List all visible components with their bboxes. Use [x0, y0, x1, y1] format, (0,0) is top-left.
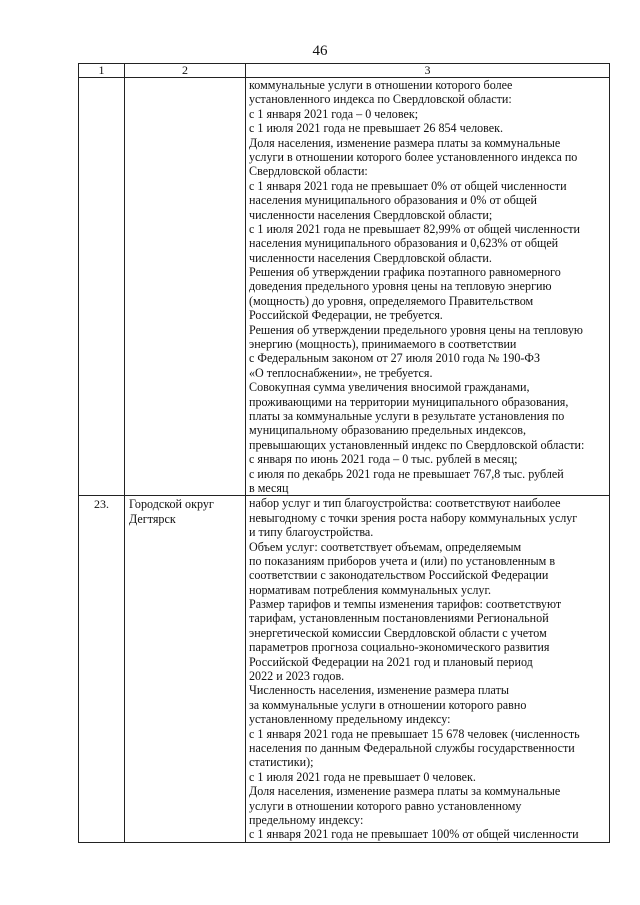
text-line: Решения об утверждении предельного уровня цены на тепловую	[249, 322, 583, 337]
row-name-cell	[125, 496, 246, 842]
row-number-cell	[79, 78, 125, 496]
text-line: невыгодному с точки зрения роста набору коммунальных услуг	[249, 510, 578, 525]
text-line: с 1 января 2021 года – 0 человек;	[249, 106, 419, 121]
text-line: населения муниципального образования и 0,623% от общей	[249, 236, 559, 251]
text-line: соответствии с законодательством Российской Федерации	[249, 568, 549, 583]
text-line: коммунальные услуги в отношении которого более	[249, 78, 513, 92]
text-line: с 1 июля 2021 года не превышает 0 человек.	[249, 769, 476, 784]
text-line: статистики);	[249, 755, 314, 770]
text-line: нормативам потребления коммунальных услуг.	[249, 582, 492, 597]
column-header-1: 1	[79, 64, 125, 78]
text-line: Решения об утверждении графика поэтапного равномерного	[249, 265, 561, 280]
text-line: параметров прогноза социально-экономического развития	[249, 640, 550, 655]
text-line: услуги в отношении которого более установленного индекса по	[249, 149, 578, 164]
text-line: энергию (мощность), принимаемого в соответствии	[249, 337, 517, 352]
text-line: Российской Федерации, не требуется.	[249, 308, 443, 323]
text-line: тарифам, установленным постановлениями Региональной	[249, 611, 549, 626]
municipality-name-line: Дегтярск	[129, 511, 176, 526]
text-line: 2022 и 2023 годов.	[249, 669, 345, 684]
text-line: с 1 января 2021 года не превышает 100% от общей численности	[249, 827, 579, 842]
text-line: Российской Федерации на 2021 год и плановый период	[249, 654, 533, 669]
text-line: Численность населения, изменение размера платы	[249, 683, 509, 698]
text-line: Размер тарифов и темпы изменения тарифов: соответствуют	[249, 597, 562, 612]
column-header-2: 2	[125, 64, 246, 78]
text-line: Свердловской области:	[249, 164, 368, 179]
text-line: с 1 июля 2021 года не превышает 82,99% от общей численности	[249, 221, 580, 236]
column-header-3: 3	[246, 64, 610, 78]
text-line: Объем услуг: соответствует объемам, определяемым	[249, 539, 522, 554]
text-line: доведения предельного уровня цены на тепловую энергию	[249, 279, 552, 294]
table-header-row	[79, 64, 610, 78]
text-line: за коммунальные услуги в отношении которого равно	[249, 697, 527, 712]
text-line: населения по данным Федеральной службы государственности	[249, 740, 575, 755]
text-line: в месяц	[249, 480, 289, 495]
text-line: с 1 января 2021 года не превышает 0% от общей численности	[249, 178, 567, 193]
text-line: набор услуг и тип благоустройства: соответствуют наиболее	[249, 496, 561, 511]
text-line: Доля населения, изменение размера платы за коммунальные	[249, 135, 561, 150]
text-line: установленного индекса по Свердловской области:	[249, 92, 512, 107]
text-line: платы за коммунальные услуги в результате установления по	[249, 408, 565, 423]
text-line: численности населения Свердловской области.	[249, 250, 492, 265]
row-name-cell	[125, 78, 246, 496]
text-line: предельному индексу:	[249, 812, 364, 827]
text-line: установленному предельному индексу:	[249, 712, 451, 727]
text-line: (мощность) до уровня, определяемого Правительством	[249, 293, 534, 308]
table-row-23	[79, 496, 610, 842]
municipality-name-line: Городской округ	[129, 497, 214, 512]
text-line: с 1 января 2021 года не превышает 15 678 человек (численность	[249, 726, 580, 741]
document-table	[78, 63, 610, 843]
text-line: и типу благоустройства.	[249, 525, 374, 540]
text-line: с июля по декабрь 2021 года не превышает 767,8 тыс. рублей	[249, 466, 564, 481]
text-line: муниципальному образованию предельных индексов,	[249, 423, 527, 438]
text-line: с января по июнь 2021 года – 0 тыс. рублей в месяц;	[249, 452, 518, 467]
page-number: 46	[312, 43, 328, 59]
text-line: населения муниципального образования и 0% от общей	[249, 193, 537, 208]
text-line: «О теплоснабжении», не требуется.	[249, 365, 433, 380]
text-line: проживающими на территории муниципального образования,	[249, 394, 569, 409]
text-line: превышающих установленный индекс по Свердловской области:	[249, 437, 585, 452]
text-line: Совокупная сумма увеличения вносимой гражданами,	[249, 380, 530, 395]
text-line: с Федеральным законом от 27 июля 2010 года № 190-ФЗ	[249, 351, 541, 366]
text-line: Доля населения, изменение размера платы за коммунальные	[249, 784, 561, 799]
text-line: по показаниям приборов учета и (или) по установленным в	[249, 553, 556, 568]
text-line: с 1 июля 2021 года не превышает 26 854 человек.	[249, 121, 504, 136]
text-line: услуги в отношении которого равно установленному	[249, 798, 522, 813]
text-line: энергетической комиссии Свердловской области с учетом	[249, 625, 547, 640]
text-line: численности населения Свердловской области;	[249, 207, 493, 222]
row-text-cell	[246, 496, 610, 842]
row-number-cell: 23.	[79, 496, 125, 842]
table-row-continuation	[79, 78, 610, 496]
row-text-cell	[246, 78, 610, 496]
